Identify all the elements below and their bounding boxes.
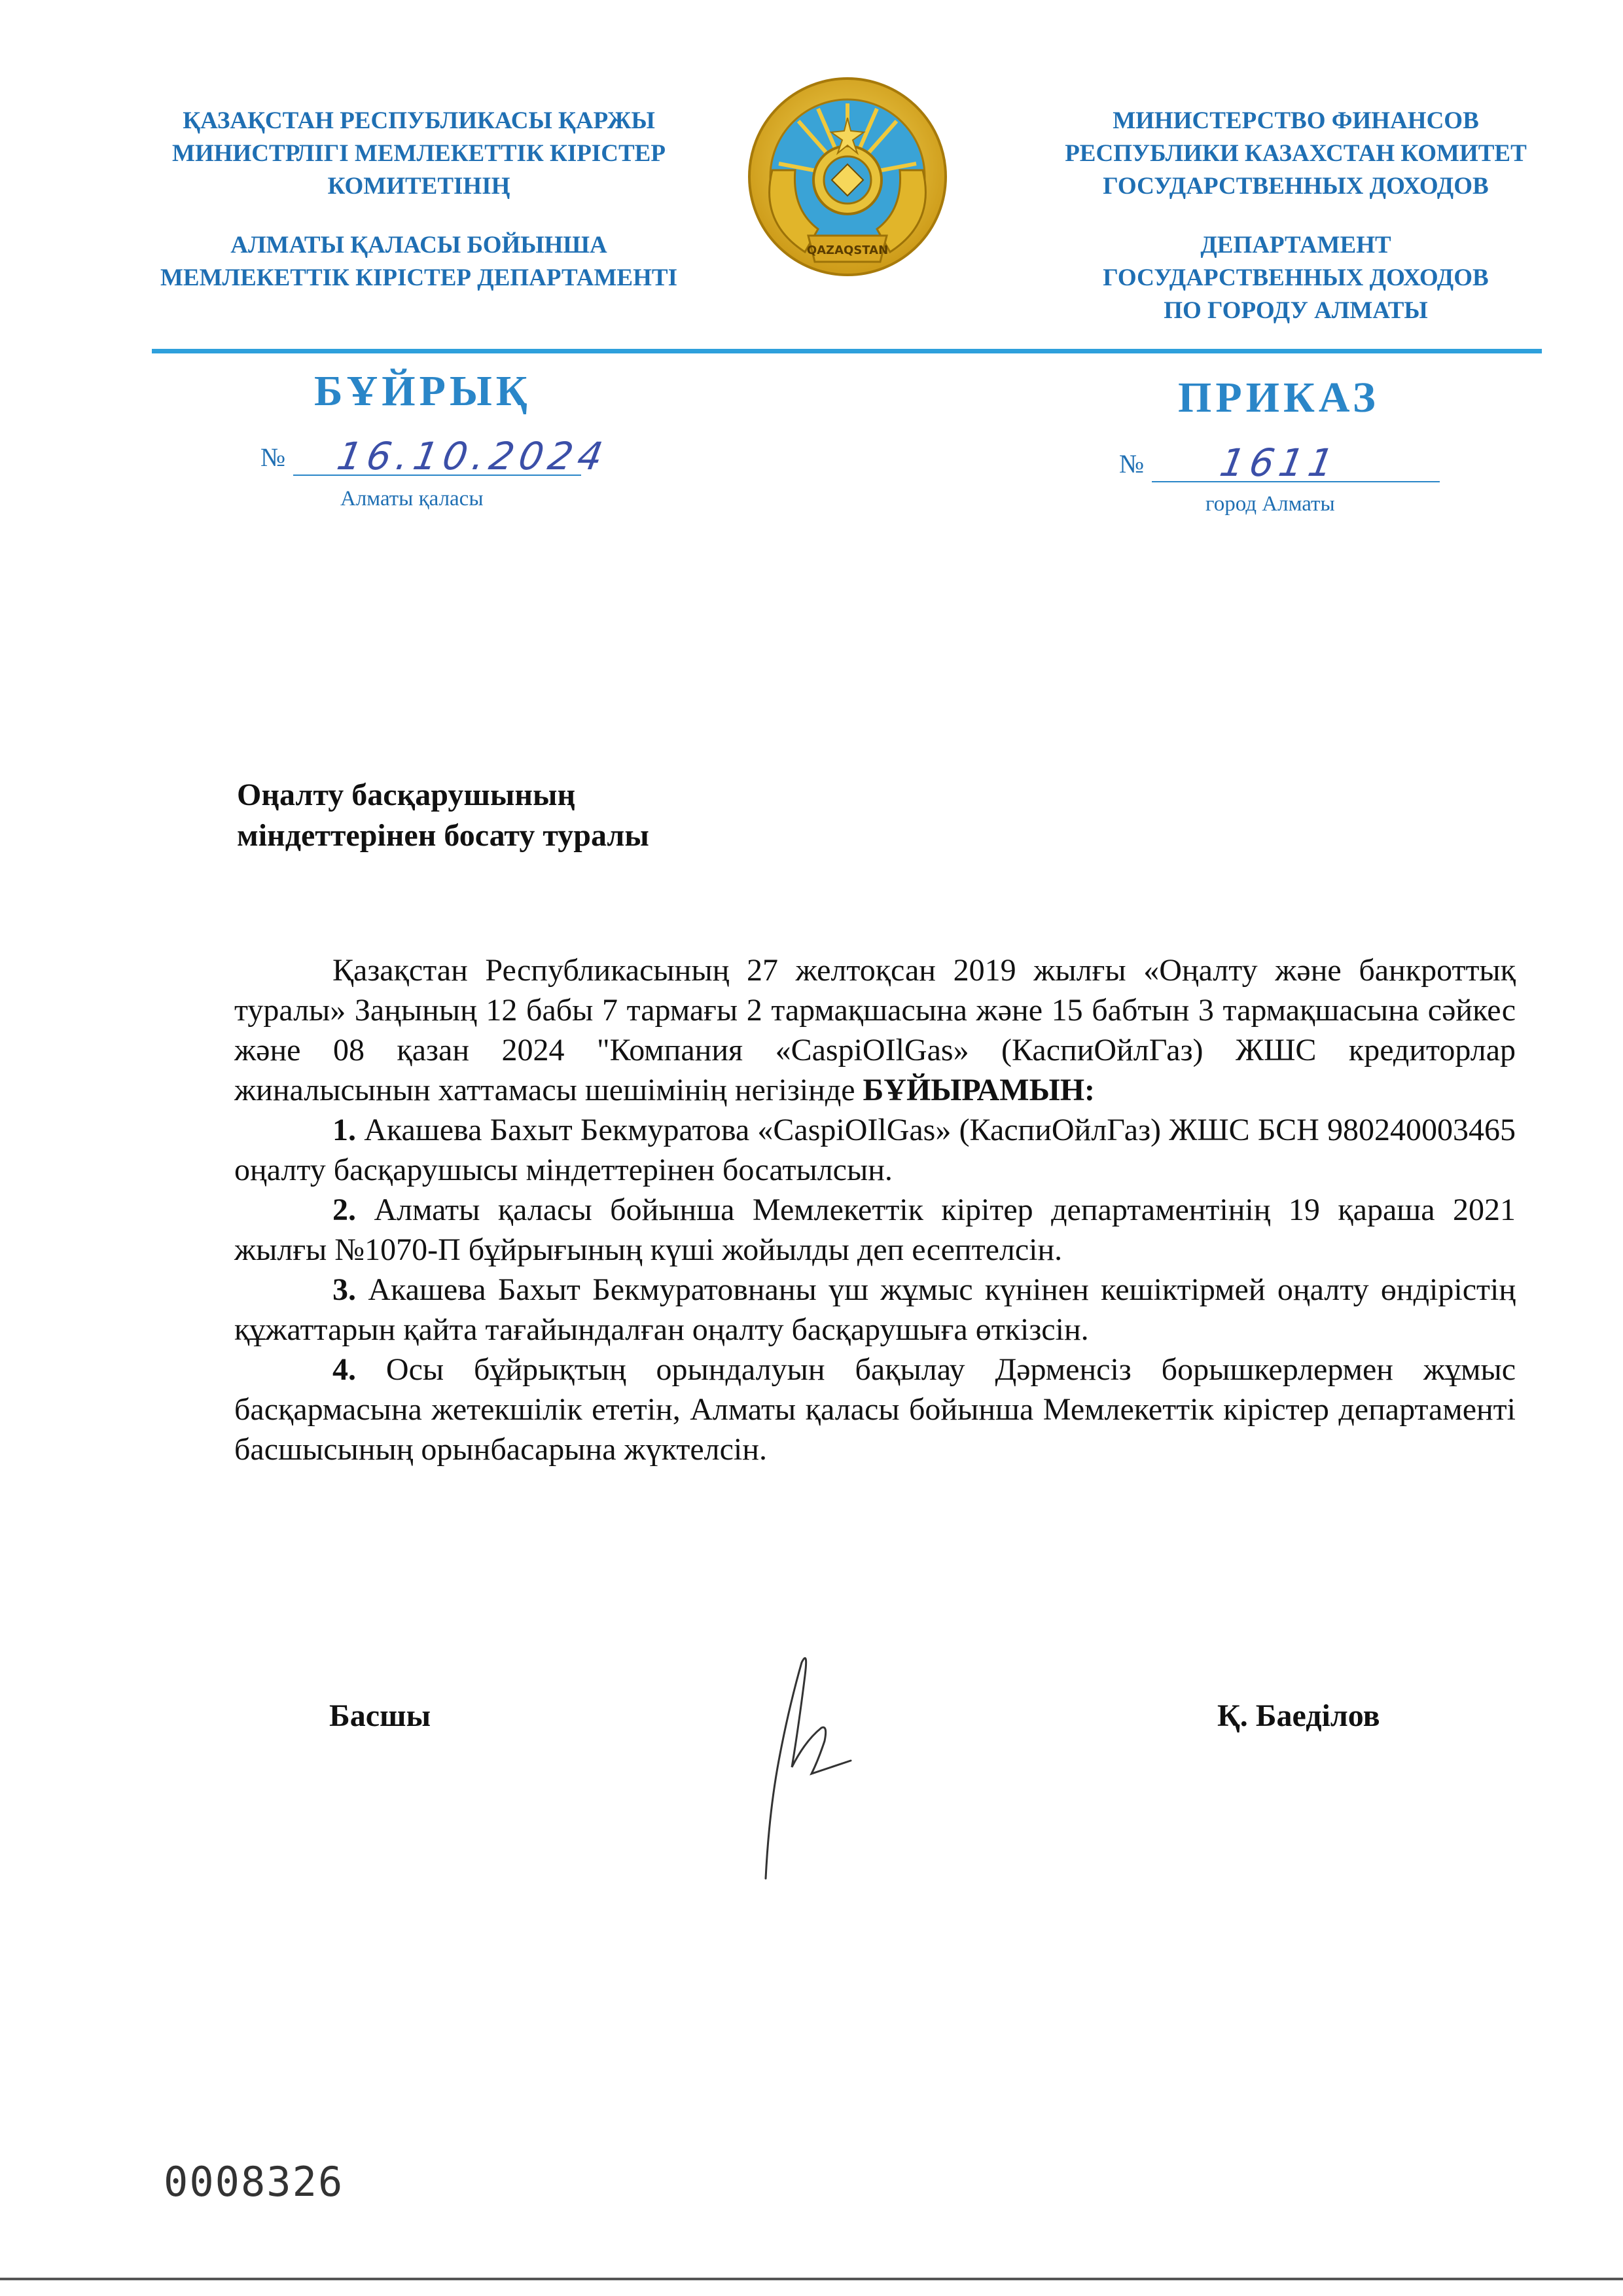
header-right xyxy=(1021,105,1571,327)
header-right-dept-line: ГОСУДАРСТВЕННЫХ ДОХОДОВ xyxy=(1103,264,1489,291)
item-text: Алматы қаласы бойынша Мемлекеттік кірітер департаментінің 19 қараша 2021 жылғы №1070-П бұйрығының күші жойылды деп есептелсін. xyxy=(234,1193,1516,1267)
order-word: БҰЙЫРАМЫН: xyxy=(863,1073,1096,1107)
item-number: 3. xyxy=(332,1272,356,1307)
header-right-dept-line: ПО ГОРОДУ АЛМАТЫ xyxy=(1164,297,1428,324)
order-item xyxy=(234,1350,1516,1469)
bottom-edge-line xyxy=(0,2278,1623,2280)
header-left xyxy=(131,105,707,295)
header-right-org-line: МИНИСТЕРСТВО ФИНАНСОВ xyxy=(1113,107,1479,134)
item-number: 4. xyxy=(332,1352,356,1387)
signatory-name: Қ. Баеділов xyxy=(1217,1698,1380,1733)
header-left-org-line: ҚАЗАҚСТАН РЕСПУБЛИКАСЫ ҚАРЖЫ xyxy=(183,107,655,134)
header-left-org-line: МИНИСТРЛІГІ МЕМЛЕКЕТТІК КІРІСТЕР xyxy=(172,140,666,167)
order-item xyxy=(234,1110,1516,1190)
order-date-line xyxy=(260,434,612,488)
item-text: Акашева Бахыт Бекмуратовнаны үш жұмыс күнінен кешіктірмей оңалту өндірістің құжаттарын қайта тағайындалған оңалту басқарушыға өткізсін. xyxy=(234,1272,1516,1347)
signatory-role: Басшы xyxy=(329,1698,431,1733)
preamble-text: Қазақстан Республикасының 27 желтоқсан 2019 жылғы «Оңалту және банкроттық туралы» Заңының 12 бабы 7 тармағы 2 тармақшасына және 15 бабтын 3 тармақшасына сәйкес және 08 қазан 2024 "Компания «CaspiOIlGas» (КаспиОйлГаз) ЖШС кредиторлар жиналысынын хаттамасы шешімінің негізінде xyxy=(234,953,1516,1107)
header-left-org-line: КОМИТЕТІНІҢ xyxy=(327,173,510,200)
order-subject xyxy=(237,775,649,856)
item-text: Акашева Бахыт Бекмуратова «CaspiOIlGas» (КаспиОйлГаз) ЖШС БСН 980240003465 оңалту басқарушысы міндеттерінен босатылсын. xyxy=(234,1113,1516,1187)
header-right-org-line: ГОСУДАРСТВЕННЫХ ДОХОДОВ xyxy=(1103,173,1489,200)
order-item xyxy=(234,1190,1516,1270)
order-title-kz: БҰЙРЫҚ xyxy=(314,367,531,415)
handwritten-signature xyxy=(753,1649,883,1885)
header-left-dept-line: МЕМЛЕКЕТТІК КІРІСТЕР ДЕПАРТАМЕНТІ xyxy=(160,264,677,291)
order-number-line xyxy=(1119,440,1446,494)
preamble-paragraph xyxy=(234,950,1516,1110)
header-left-dept-line: АЛМАТЫ ҚАЛАСЫ БОЙЫНША xyxy=(230,232,607,259)
order-body xyxy=(234,950,1516,1469)
order-title-ru: ПРИКАЗ xyxy=(1178,374,1380,422)
city-ru: город Алматы xyxy=(1205,492,1335,516)
header-right-org-line: РЕСПУБЛИКИ КАЗАХСТАН КОМИТЕТ xyxy=(1065,140,1527,167)
handwritten-date: 16.10.2024 xyxy=(334,434,612,478)
handwritten-number: 1611 xyxy=(1217,440,1342,485)
subject-line: Оңалту басқарушының xyxy=(237,778,576,812)
header-divider xyxy=(152,349,1542,353)
header-right-dept-line: ДЕПАРТАМЕНТ xyxy=(1200,232,1391,259)
number-sign: № xyxy=(1119,449,1145,478)
subject-line: міндеттерінен босату туралы xyxy=(237,818,649,853)
number-sign: № xyxy=(260,442,286,472)
order-item xyxy=(234,1270,1516,1350)
item-number: 2. xyxy=(332,1193,356,1227)
serial-number: 0008326 xyxy=(164,2158,344,2206)
item-text: Осы бұйрықтың орындалуын бақылау Дәрменсіз борышкерлермен жұмыс басқармасына жетекшілік ететін, Алматы қаласы бойынша Мемлекеттік кірістер департаменті басшысының орынбасарына жүктелсін. xyxy=(234,1352,1516,1467)
state-emblem-icon xyxy=(746,72,949,295)
emblem-text: QAZAQSTAN xyxy=(806,243,889,257)
item-number: 1. xyxy=(332,1113,356,1147)
city-kz: Алматы қаласы xyxy=(340,487,484,511)
